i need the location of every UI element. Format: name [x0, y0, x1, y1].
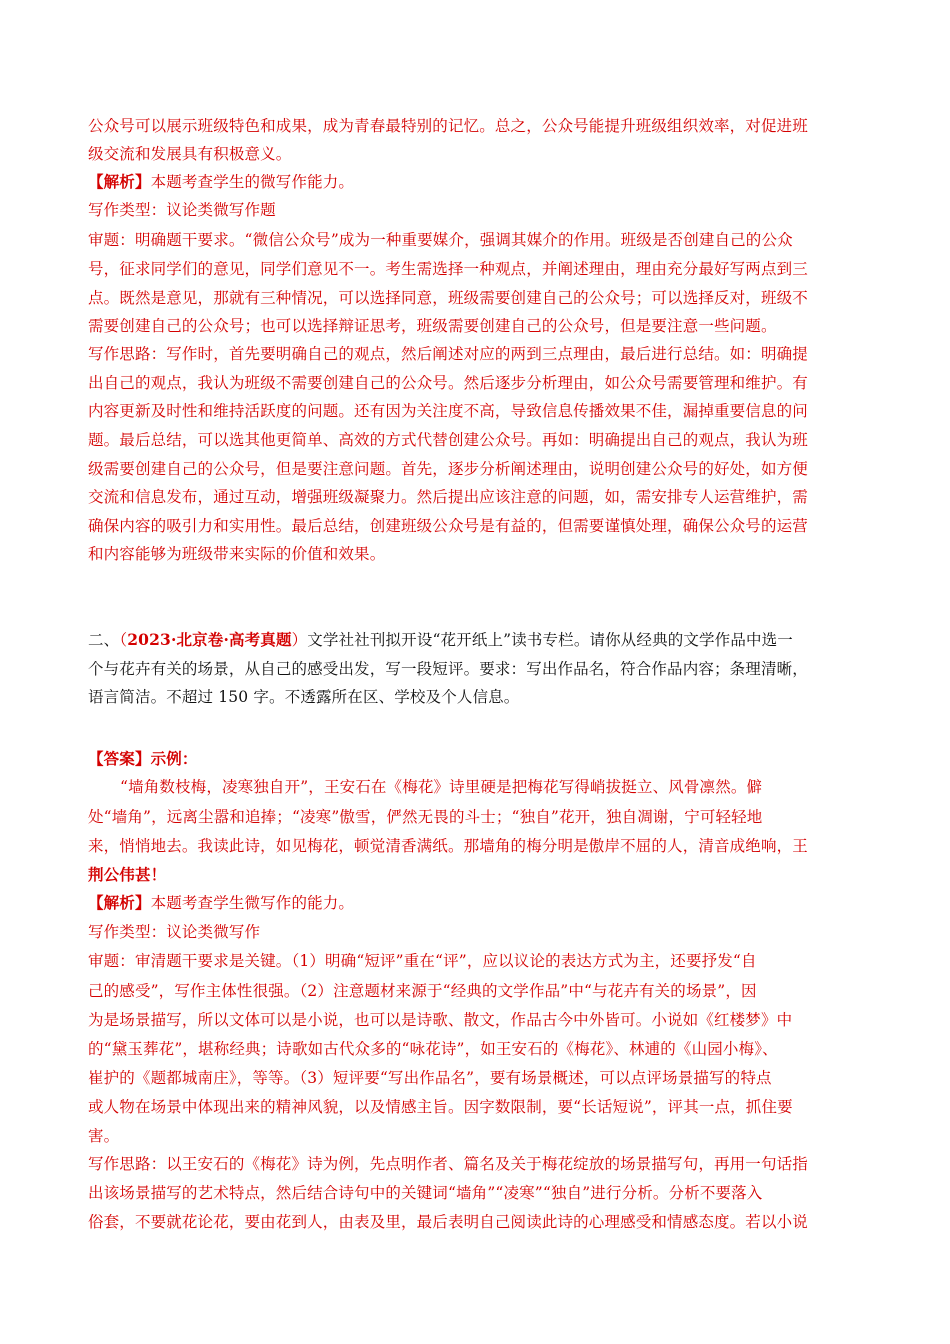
question-text-line: 语言简洁。不超过 150 字。不透露所在区、学校及个人信息。 [88, 688, 520, 706]
thinking-line: 级需要创建自己的公众号，但是要注意问题。首先，逐步分析阐述理由，说明创建公众号的好处，如方便 [88, 460, 808, 478]
review-line: 号，征求同学们的意见，同学们意见不一。考生需选择一种观点，并阐述理由，理由充分最好写两点到三 [88, 260, 808, 278]
question-text-line: 个与花卉有关的场景，从自己的感受出发，写一段短评。要求：写出作品名，符合作品内容；条理清晰， [88, 660, 808, 678]
answer-text-line: 级交流和发展具有积极意义。 [88, 145, 292, 163]
thinking-line: 俗套，不要就花论花，要由花到人，由表及里，最后表明自己阅读此诗的心理感受和情感态度。若以小说 [88, 1213, 808, 1231]
review-line: 点。既然是意见，那就有三种情况，可以选择同意，班级需要创建自己的公众号；可以选择反对，班级不 [88, 289, 808, 307]
thinking-line: 出自己的观点，我认为班级不需要创建自己的公众号。然后逐步分析理由，如公众号需要管理和维护。有 [88, 374, 808, 392]
thinking-line: 出该场景描写的艺术特点，然后结合诗句中的关键词“墙角”“凌寒”“独自”进行分析。分析不要落入 [88, 1184, 763, 1202]
thinking-line: 确保内容的吸引力和实用性。最后总结，创建班级公众号是有益的，但需要谨慎处理，确保公众号的运营 [88, 517, 808, 535]
analysis-line [88, 892, 354, 914]
writing-type-line: 写作类型：议论类微写作题 [88, 201, 276, 219]
answer-tag: 【答案】 [88, 749, 151, 768]
source-close-bracket: ） [291, 631, 308, 649]
thinking-line: 写作思路：以王安石的《梅花》诗为例，先点明作者、篇名及关于梅花绽放的场景描写句，再用一句话指 [88, 1155, 808, 1173]
review-line: 审题：审清题干要求是关键。（1）明确“短评”重在“评”，应以议论的表达方式为主，还要抒发“自 [88, 952, 757, 970]
answer-text-line: 荆公伟甚！ [88, 865, 167, 884]
review-line: 己的感受”，写作主体性很强。（2）注意题材来源于“经典的文学作品”中“与花卉有关的场景”，因 [88, 982, 757, 1000]
question-number: 二、 [88, 631, 120, 649]
source-open-bracket: （ [119, 631, 128, 649]
analysis-text: 本题考查学生微写作的能力。 [150, 894, 355, 912]
review-line: 审题：明确题干要求。“微信公众号”成为一种重要媒介，强调其媒介的作用。班级是否创建自己的公众 [88, 231, 793, 249]
answer-text-line: 公众号可以展示班级特色和成果，成为青春最特别的记忆。总之，公众号能提升班级组织效率，对促进班 [88, 117, 808, 135]
thinking-line: 和内容能够为班级带来实际的价值和效果。 [88, 545, 386, 563]
review-line: 崔护的《题都城南庄》，等等。（3）短评要“写出作品名”，要有场景概述，可以点评场景描写的特点 [88, 1069, 772, 1087]
question-text: 文学社社刊拟开设“花开纸上”读书专栏。请你从经典的文学作品中选一 [307, 631, 793, 649]
review-line: 需要创建自己的公众号；也可以选择辩证思考，班级需要创建自己的公众号，但是要注意一些问题。 [88, 317, 777, 335]
review-line: 的“黛玉葬花”，堪称经典；诗歌如古代众多的“咏花诗”，如王安石的《梅花》、林逋的《山园小梅》、 [88, 1040, 778, 1058]
answer-text-line: 处“墙角”，远离尘嚣和追捧；“凌寒”傲雪，俨然无畏的斗士；“独自”花开，独自凋谢，宁可轻轻地 [88, 808, 763, 826]
analysis-text: 本题考查学生的微写作能力。 [150, 173, 355, 191]
review-line: 害。 [88, 1127, 120, 1145]
writing-type-line: 写作类型：议论类微写作 [88, 923, 261, 941]
thinking-line: 内容更新及时性和维持活跃度的问题。还有因为关注度不高，导致信息传播效果不佳，漏掉重要信息的问 [88, 402, 808, 420]
thinking-line: 题。最后总结，可以选其他更简单、高效的方式代替创建公众号。再如：明确提出自己的观点，我认为班 [88, 431, 808, 449]
question-source: 2023·北京卷·高考真题 [127, 630, 292, 649]
thinking-line: 交流和信息发布，通过互动，增强班级凝聚力。然后提出应该注意的问题，如，需安排专人运营维护，需 [88, 488, 808, 506]
thinking-line: 写作思路：写作时，首先要明确自己的观点，然后阐述对应的两到三点理由，最后进行总结。如：明确提 [88, 345, 808, 363]
answer-text-line: 来，悄悄地去。我读此诗，如见梅花，顿觉清香满纸。那墙角的梅分明是傲岸不屈的人，清音成绝响，王 [88, 837, 808, 855]
review-line: 为是场景描写，所以文体可以是小说，也可以是诗歌、散文，作品古今中外皆可。小说如《红楼梦》中 [88, 1011, 793, 1029]
review-line: 或人物在场景中体现出来的精神风貌，以及情感主旨。因字数限制，要“长话短说”，评其一点，抓住要 [88, 1098, 793, 1116]
answer-text-line: “墙角数枝梅，凌寒独自开”，王安石在《梅花》诗里硬是把梅花写得峭拔挺立、风骨凛然。僻 [120, 778, 763, 796]
analysis-tag: 【解析】 [88, 172, 151, 191]
analysis-tag: 【解析】 [88, 893, 151, 912]
answer-header [88, 748, 198, 770]
question-2-line [88, 629, 793, 651]
analysis-line [88, 171, 354, 193]
answer-label: 示例： [150, 749, 198, 768]
